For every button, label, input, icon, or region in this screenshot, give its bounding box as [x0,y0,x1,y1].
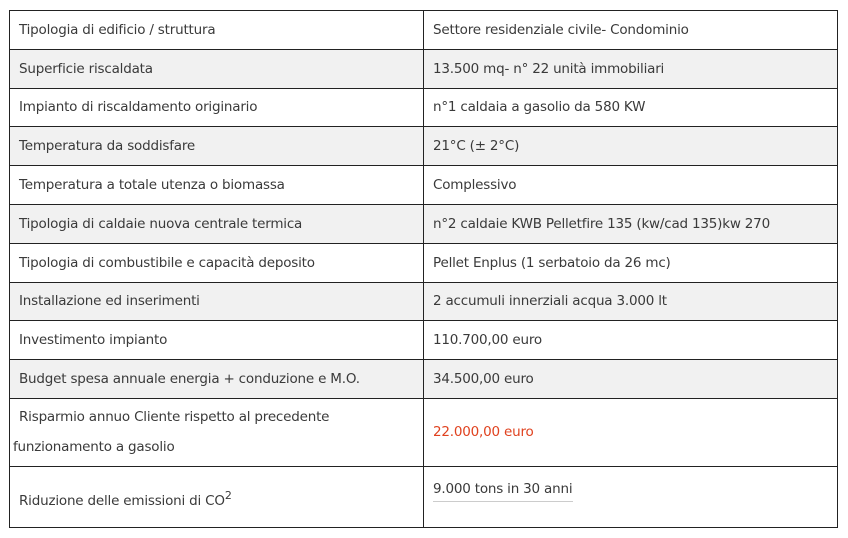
row-label: Impianto di riscaldamento originario [10,88,424,127]
emissions-value: 9.000 tons in 30 anni [424,466,838,527]
row-value: 13.500 mq- n° 22 unità immobiliari [424,49,838,88]
row-label: Investimento impianto [10,321,424,360]
table-row [10,88,838,127]
table-row [10,49,838,88]
table-row [10,243,838,282]
table-row [10,360,838,399]
row-value: 21°C (± 2°C) [424,127,838,166]
emissions-label [10,466,424,527]
row-value: Complessivo [424,166,838,205]
savings-label-line1: Risparmio annuo Cliente rispetto al precedente [19,409,330,426]
value-underline [433,501,573,502]
table-row-emissions [10,466,838,527]
row-value: Pellet Enplus (1 serbatoio da 26 mc) [424,243,838,282]
emissions-label-sup: 2 [224,488,232,502]
data-table [9,10,838,528]
row-value: n°1 caldaia a gasolio da 580 KW [424,88,838,127]
savings-label [10,398,424,466]
emissions-label-text: Riduzione delle emissioni di CO [19,492,225,509]
table-row [10,127,838,166]
table-row [10,321,838,360]
row-label: Installazione ed inserimenti [10,282,424,321]
row-label: Tipologia di caldaie nuova centrale termica [10,204,424,243]
row-label: Superficie riscaldata [10,49,424,88]
table-row [10,282,838,321]
table-row [10,166,838,205]
row-label: Tipologia di edificio / struttura [10,11,424,50]
table-row [10,204,838,243]
row-label: Tipologia di combustibile e capacità deposito [10,243,424,282]
row-label: Budget spesa annuale energia + conduzione e M.O. [10,360,424,399]
row-value: 34.500,00 euro [424,360,838,399]
table-row [10,11,838,50]
row-value: Settore residenziale civile- Condominio [424,11,838,50]
table-row-savings [10,398,838,466]
savings-value: 22.000,00 euro [424,398,838,466]
row-value: 2 accumuli innerziali acqua 3.000 lt [424,282,838,321]
row-label: Temperatura da soddisfare [10,127,424,166]
row-value: 110.700,00 euro [424,321,838,360]
row-value: n°2 caldaie KWB Pelletfire 135 (kw/cad 135)kw 270 [424,204,838,243]
savings-label-line2: funzionamento a gasolio [13,439,175,456]
row-label: Temperatura a totale utenza o biomassa [10,166,424,205]
